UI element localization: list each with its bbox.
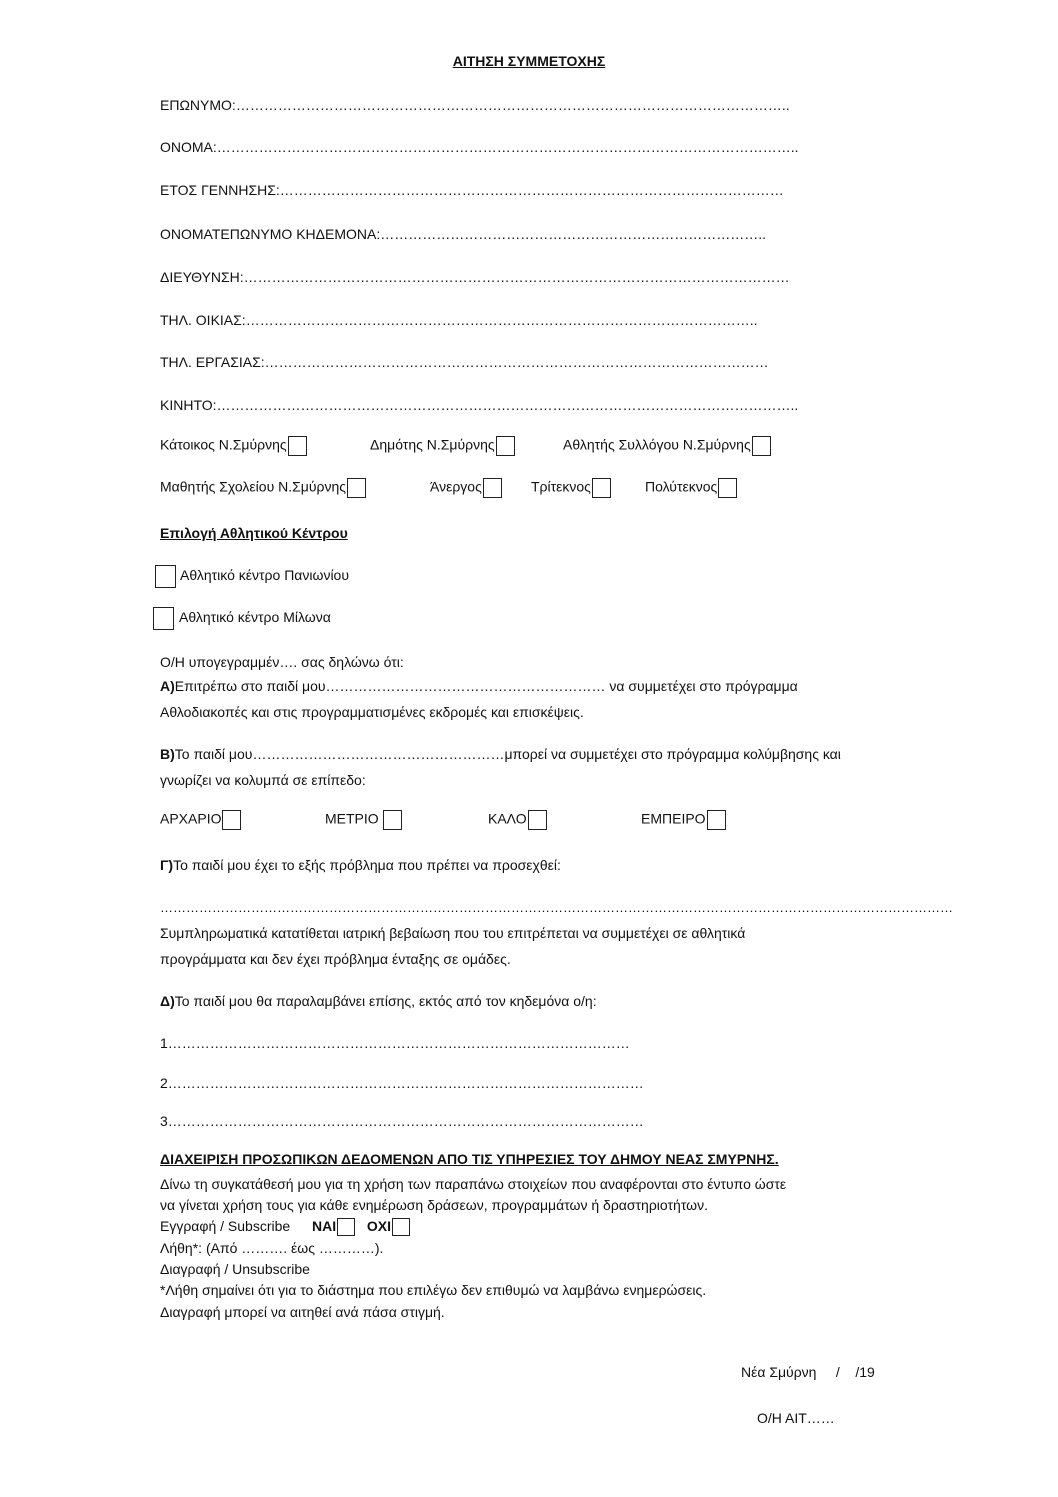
section-marker: Α) [160, 678, 175, 694]
option-label: Αθλητικό κέντρο Πανιωνίου [180, 567, 349, 584]
checkbox[interactable] [153, 607, 174, 630]
field-label: ΚΙΝΗΤΟ: [160, 397, 217, 413]
no-label: ΟΧΙ [366, 1218, 391, 1234]
field-label: ΤΗΛ. ΟΙΚΙΑΣ: [160, 312, 246, 328]
option-label: Τρίτεκνος [531, 478, 591, 495]
section-text: Επιτρέπω στο παιδί μου [174, 678, 326, 694]
field-blank[interactable]: ……………………………………………………………………………………………………… [243, 269, 790, 285]
place-date: Νέα Σμύρνη / /19 [741, 1364, 875, 1380]
field-label: ΟΝΟΜΑ: [160, 139, 217, 155]
checkbox[interactable] [752, 436, 771, 456]
status-option-unemployed[interactable] [430, 478, 502, 498]
status-option-citizen[interactable] [370, 436, 515, 456]
status-option-club-athlete[interactable] [563, 436, 771, 456]
field-blank[interactable]: ……………………………………………………………………………………………… [264, 354, 769, 370]
section-text: μπορεί να συμμετέχει στο πρόγραμμα κολύμβησης και [504, 746, 841, 762]
option-label: ΚΑΛΟ [488, 810, 527, 827]
field-label: ΟΝΟΜΑΤΕΠΩΝΥΜΟ ΚΗΔΕΜΟΝΑ: [160, 226, 381, 242]
gdpr-consent-line2: να γίνεται χρήση τους για κάθε ενημέρωση δράσεων, προγραμμάτων ή δραστηριοτήτων. [160, 1197, 708, 1213]
section-a-line2: Αθλοδιακοπές και στις προγραμματισμένες εκδρομές και επισκέψεις. [160, 704, 584, 720]
checkbox[interactable] [383, 810, 402, 830]
section-d-line [160, 988, 597, 1014]
item-number: 1 [160, 1035, 168, 1051]
gdpr-consent-line1: Δίνω τη συγκατάθεσή μου για τη χρήση των παραπάνω στοιχείων που αναφέρονται στο έντυπο ώστε [160, 1176, 787, 1192]
status-option-three-children[interactable] [531, 478, 611, 498]
field-blank[interactable]: ……………………………………………………………………….. [380, 226, 767, 242]
health-problem-blank[interactable]: ………………………………………………………………………………………………………………………………………………………………… [160, 900, 953, 915]
checkbox[interactable] [347, 478, 366, 498]
section-marker: Δ) [160, 993, 175, 1009]
unsubscribe-footnote: Διαγραφή μπορεί να αιτηθεί ανά πάσα στιγμή. [160, 1304, 445, 1320]
swim-level-moderate[interactable] [325, 810, 402, 830]
swim-level-good[interactable] [488, 810, 547, 830]
field-home-phone[interactable] [160, 312, 757, 328]
field-label: ΔΙΕΥΘΥΝΣΗ: [160, 269, 244, 285]
section-text: Το παιδί μου έχει το εξής πρόβλημα που πρέπει να προσεχθεί: [173, 857, 561, 873]
yes-label: ΝΑΙ [311, 1218, 337, 1234]
pickup-blank[interactable]: ……………………………………………………………………………………… [167, 1035, 630, 1051]
unsubscribe-label: Διαγραφή / Unsubscribe [160, 1261, 310, 1277]
checkbox[interactable] [707, 810, 726, 830]
declaration-intro: Ο/Η υπογεγραμμέν…. σας δηλώνω ότι: [160, 654, 404, 670]
center-selection-heading: Επιλογή Αθλητικού Κέντρου [160, 525, 348, 541]
section-text: Το παιδί μου θα παραλαμβάνει επίσης, εκτός από τον κηδεμόνα ο/η: [174, 993, 597, 1009]
field-blank[interactable]: …………………………………………………………………………………………………………….. [216, 139, 799, 155]
option-label: Αθλητής Συλλόγου Ν.Σμύρνης [563, 436, 751, 453]
pickup-person-2[interactable] [160, 1070, 644, 1096]
lethe-footnote: *Λήθη σημαίνει ότι για το διάστημα που επιλέγω δεν επιθυμώ να λαμβάνω ενημερώσεις. [160, 1282, 707, 1298]
field-mobile[interactable] [160, 397, 798, 413]
checkbox[interactable] [222, 810, 241, 830]
checkbox[interactable] [288, 436, 307, 456]
section-b-line2: γνωρίζει να κολυμπά σε επίπεδο: [160, 772, 366, 788]
field-birth-year[interactable] [160, 182, 784, 198]
status-option-large-family[interactable] [645, 478, 737, 498]
option-label: Δημότης Ν.Σμύρνης [370, 436, 495, 453]
option-label: Κάτοικος Ν.Σμύρνης [160, 436, 287, 453]
child-name-blank[interactable]: …………………………………………………… [325, 678, 606, 694]
section-c-line [160, 852, 561, 878]
checkbox[interactable] [718, 478, 737, 498]
field-label: ΕΤΟΣ ΓΕΝΝΗΣΗΣ: [160, 182, 280, 198]
section-marker: Γ) [160, 857, 174, 873]
field-name[interactable] [160, 139, 799, 155]
form-title: ΑΙΤΗΣΗ ΣΥΜΜΕΤΟΧΗΣ [452, 53, 606, 69]
option-label: ΜΕΤΡΙΟ [325, 810, 379, 827]
medical-note-line1: Συμπληρωματικά κατατίθεται ιατρική βεβαίωση που του επιτρέπεται να συμμετέχει σε αθλητικά [160, 925, 746, 941]
option-label: Μαθητής Σχολείου Ν.Σμύρνης [160, 478, 346, 495]
subscribe-label: Εγγραφή / Subscribe [160, 1218, 291, 1234]
center-option-panionios[interactable] [155, 565, 349, 588]
field-address[interactable] [160, 269, 790, 285]
subscribe-yes-checkbox[interactable] [337, 1218, 355, 1236]
checkbox[interactable] [496, 436, 515, 456]
subscribe-no-checkbox[interactable] [392, 1218, 410, 1236]
option-label: ΕΜΠΕΙΡΟ [641, 810, 706, 827]
field-label: ΤΗΛ. ΕΡΓΑΣΙΑΣ: [160, 354, 265, 370]
pickup-person-3[interactable] [160, 1108, 644, 1134]
option-label: Αθλητικό κέντρο Μίλωνα [179, 609, 331, 626]
field-blank[interactable]: ……………………………………………………………………………………………………….. [235, 97, 790, 113]
section-text: Το παιδί μου [174, 746, 253, 762]
option-label: Πολύτεκνος [645, 478, 718, 495]
field-blank[interactable]: ……………………………………………………………………………………………….. [245, 312, 758, 328]
checkbox[interactable] [483, 478, 502, 498]
option-label: Άνεργος [430, 478, 482, 495]
status-option-student[interactable] [160, 478, 366, 498]
checkbox[interactable] [592, 478, 611, 498]
center-option-milona[interactable] [153, 607, 331, 630]
status-option-resident[interactable] [160, 436, 307, 456]
field-work-phone[interactable] [160, 354, 769, 370]
gdpr-heading: ΔΙΑΧΕΙΡΙΣΗ ΠΡΟΣΩΠΙΚΩΝ ΔΕΔΟΜΕΝΩΝ ΑΠΟ ΤΙΣ ΥΠΗΡΕΣΙΕΣ ΤΟΥ ΔΗΜΟΥ ΝΕΑΣ ΣΜΥΡΝΗΣ. [160, 1151, 779, 1167]
medical-note-line2: προγράμματα και δεν έχει πρόβλημα ένταξης σε ομάδες. [160, 951, 511, 967]
option-label: ΑΡΧΑΡΙΟ [160, 810, 222, 827]
section-a-line1 [160, 673, 798, 699]
child-name-blank[interactable]: ……………………………………………… [252, 746, 505, 762]
item-number: 2 [160, 1075, 168, 1091]
lethe-line[interactable]: Λήθη*: (Από ………. έως …………). [160, 1240, 384, 1256]
applicant-signature: Ο/Η ΑΙΤ…… [757, 1410, 835, 1426]
field-blank[interactable]: …………………………………………………………………………………………………………….. [216, 397, 799, 413]
checkbox[interactable] [528, 810, 547, 830]
field-blank[interactable]: ……………………………………………………………………………………………… [279, 182, 784, 198]
section-b-line1 [160, 741, 841, 767]
pickup-blank[interactable]: ………………………………………………………………………………………… [167, 1075, 644, 1091]
item-number: 3 [160, 1113, 168, 1129]
field-guardian-name[interactable] [160, 226, 766, 242]
pickup-blank[interactable]: ………………………………………………………………………………………… [167, 1113, 644, 1129]
swim-level-experienced[interactable] [641, 810, 726, 830]
swim-level-beginner[interactable] [160, 810, 241, 830]
subscribe-row [160, 1216, 410, 1237]
pickup-person-1[interactable] [160, 1030, 630, 1056]
field-label: ΕΠΩΝΥΜΟ: [160, 97, 236, 113]
field-surname[interactable] [160, 97, 790, 113]
checkbox[interactable] [155, 565, 176, 588]
section-text: να συμμετέχει στο πρόγραμμα [605, 678, 798, 694]
section-marker: Β) [160, 746, 175, 762]
